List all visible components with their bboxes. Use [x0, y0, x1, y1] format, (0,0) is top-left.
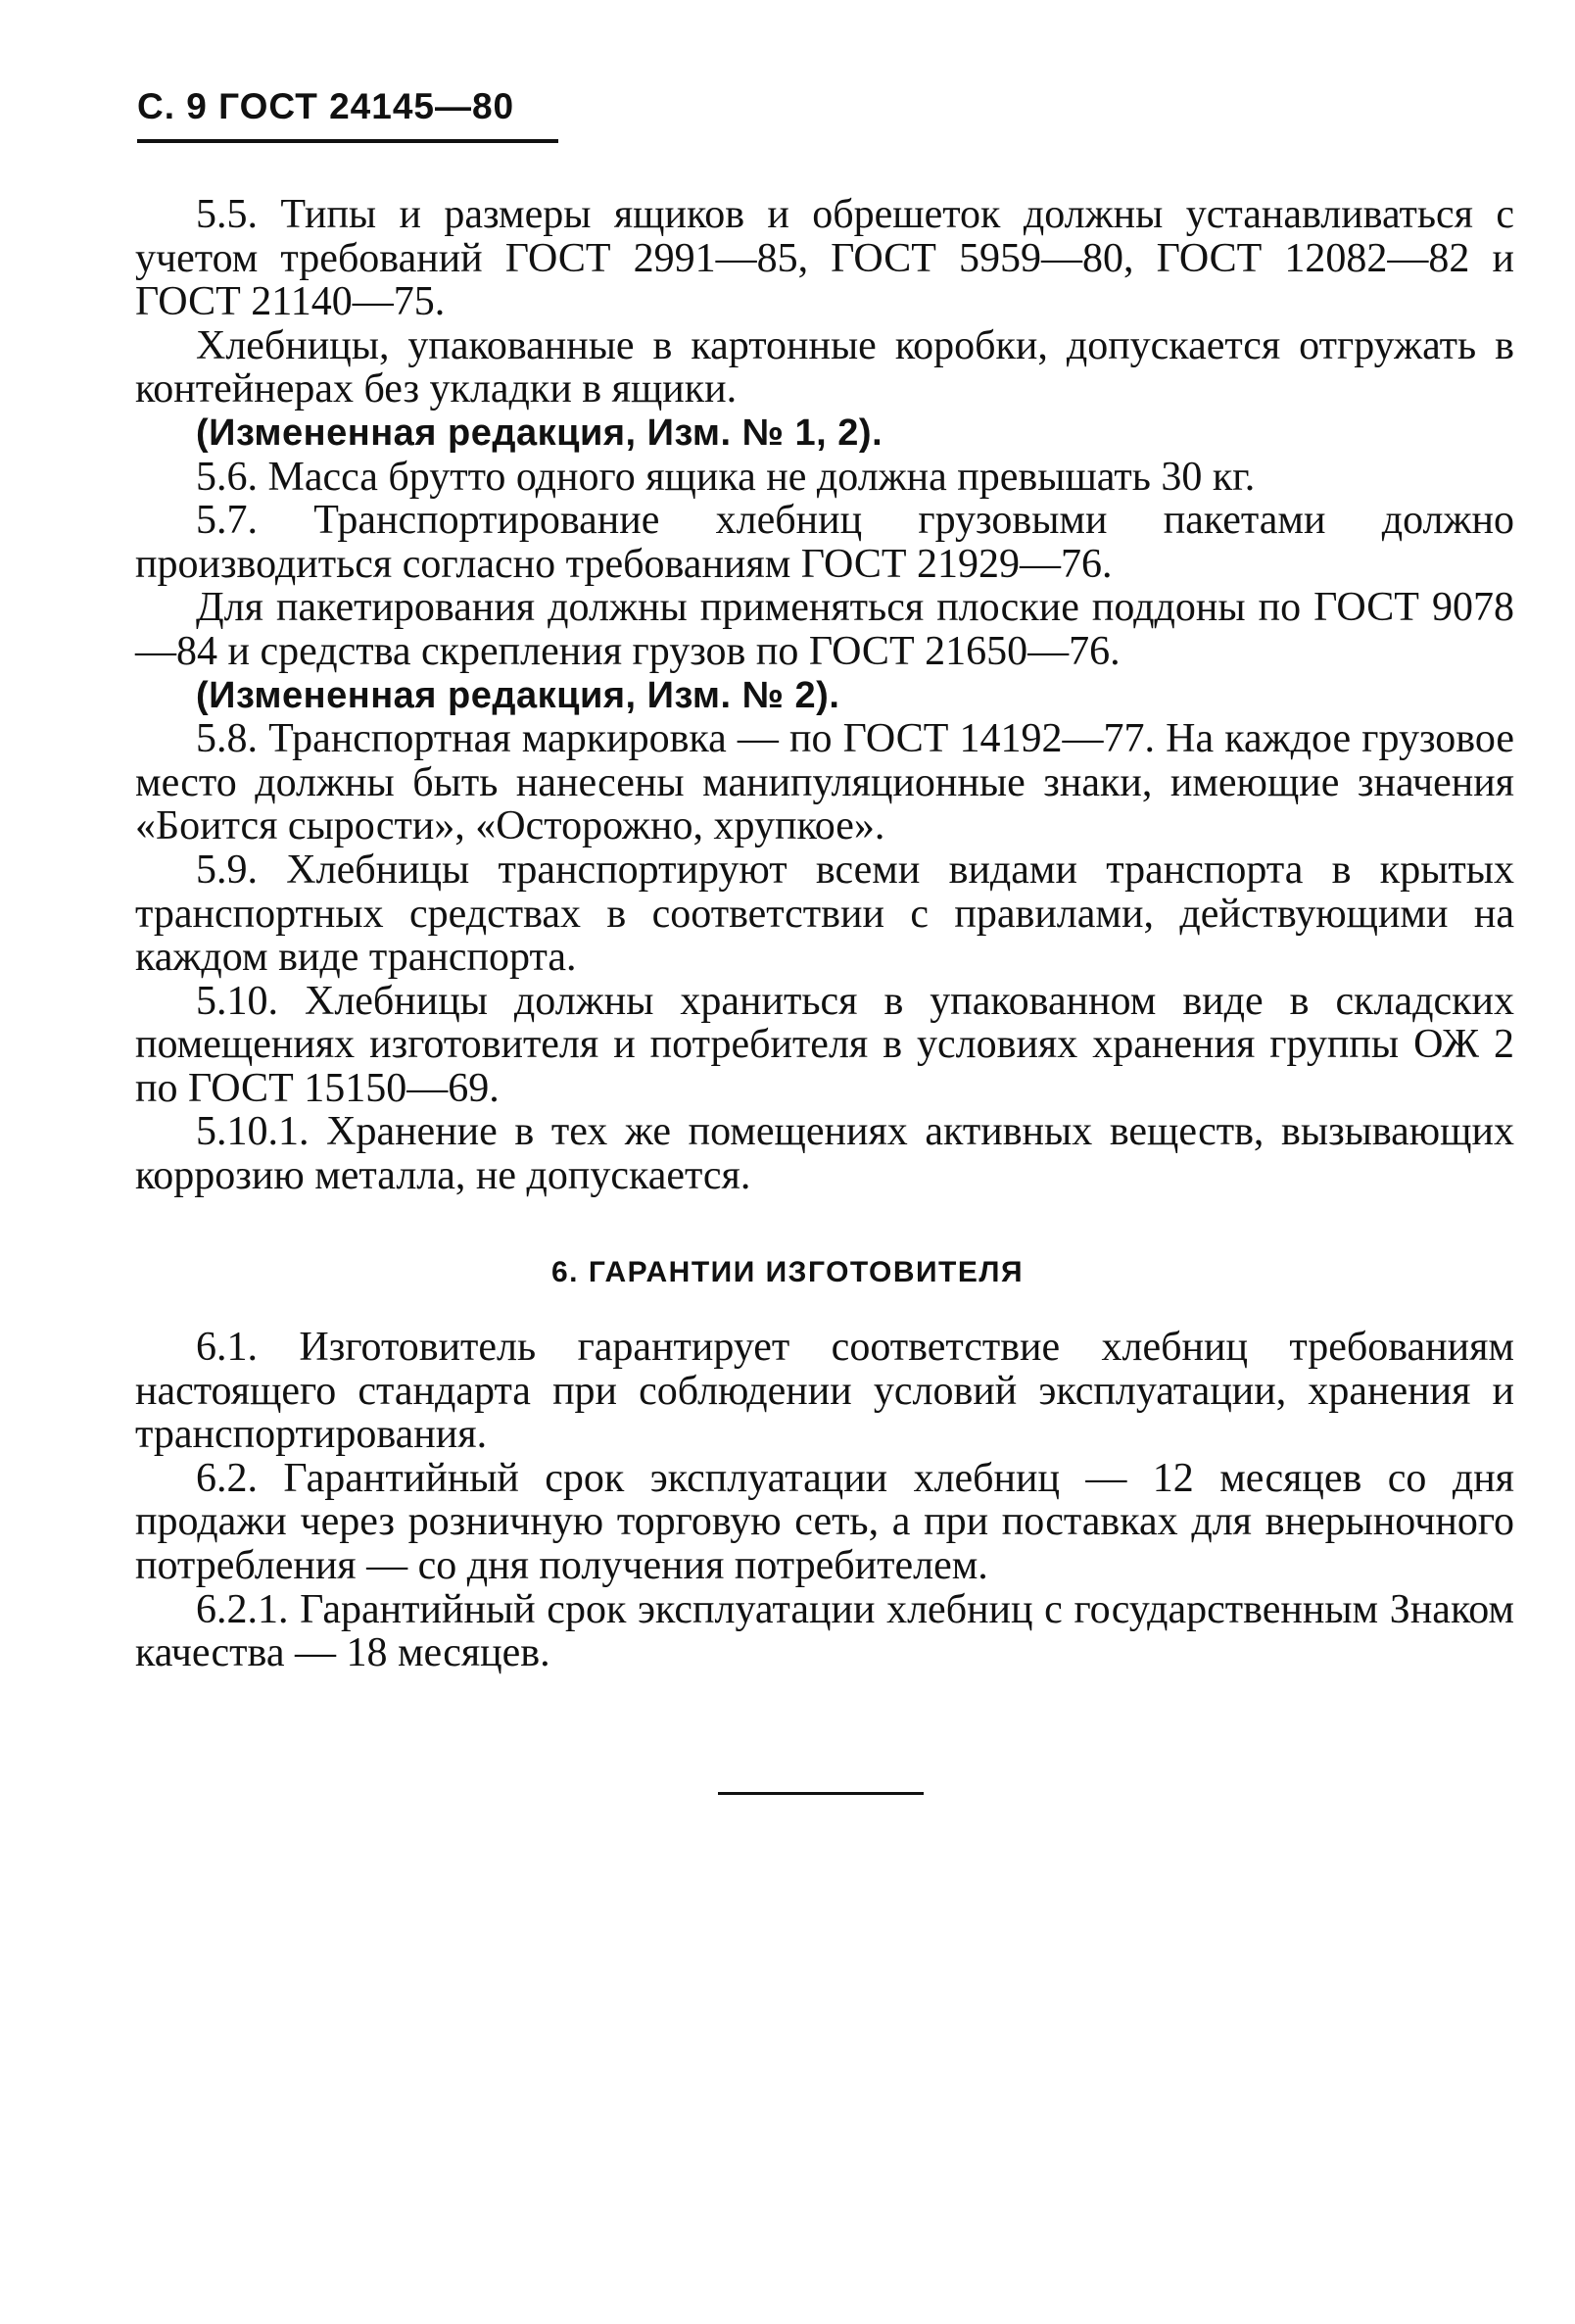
section-5-body	[135, 193, 1514, 1198]
paragraph-5-10: 5.10. Хлебницы должны храниться в упакованном виде в складских помещениях изготовителя и потребителя в условиях хранения группы ОЖ 2 по ГОСТ 15150—69.	[135, 978, 1514, 1111]
paragraph-5-10-1: 5.10.1. Хранение в тех же помещениях активных веществ, вызывающих коррозию металла, не допускается.	[135, 1109, 1514, 1199]
paragraph-6-2-1: 6.2.1. Гарантийный срок эксплуатации хлебниц с государственным Знаком качества — 18 месяцев.	[135, 1586, 1514, 1676]
paragraph-5-9: 5.9. Хлебницы транспортируют всеми видами транспорта в крытых транспортных средствах в соответствии с правилами, действующими на каждом виде транспорта.	[135, 847, 1514, 981]
amendment-note: (Измененная редакция, Изм. № 2).	[196, 674, 840, 716]
running-header: С. 9 ГОСТ 24145—80	[137, 86, 515, 126]
paragraph-6-2: 6.2. Гарантийный срок эксплуатации хлебниц — 12 месяцев со дня продажи через розничную торговую сеть, а при поставках для внерыночного потребления — со дня получения потребителем.	[135, 1455, 1514, 1588]
end-of-text-rule	[718, 1792, 924, 1795]
paragraph-5-8: 5.8. Транспортная маркировка — по ГОСТ 14192—77. На каждое грузовое место должны быть нанесены манипуляционные знаки, имеющие значения «Боится сырости», «Осторожно, хрупкое».	[135, 716, 1514, 849]
paragraph-5-5-note: Хлебницы, упакованные в картонные коробки, допускается отгружать в контейнерах без укладки в ящики.	[135, 322, 1514, 412]
paragraph-5-7-note: Для пакетирования должны применяться плоские поддоны по ГОСТ 9078—84 и средства скрепления грузов по ГОСТ 21650—76.	[135, 585, 1514, 674]
amendment-note: (Измененная редакция, Изм. № 1, 2).	[196, 412, 883, 454]
paragraph-5-6: 5.6. Масса брутто одного ящика не должна превышать 30 кг.	[196, 454, 1256, 500]
paragraph-6-1: 6.1. Изготовитель гарантирует соответствие хлебниц требованиям настоящего стандарта при соблюдении условий эксплуатации, хранения и транспортирования.	[135, 1325, 1514, 1458]
paragraph-5-5: 5.5. Типы и размеры ящиков и обрешеток должны устанавливаться с учетом требований ГОСТ 2991—85, ГОСТ 5959—80, ГОСТ 12082—82 и ГОСТ 21140—75.	[135, 192, 1514, 325]
paragraph-5-7: 5.7. Транспортирование хлебниц грузовыми пакетами должно производиться согласно требованиям ГОСТ 21929—76.	[135, 498, 1514, 587]
section-6-body	[135, 1326, 1514, 1675]
header-rule	[137, 139, 558, 143]
section-6-heading: 6. ГАРАНТИИ ИЗГОТОВИТЕЛЯ	[550, 1256, 1024, 1288]
